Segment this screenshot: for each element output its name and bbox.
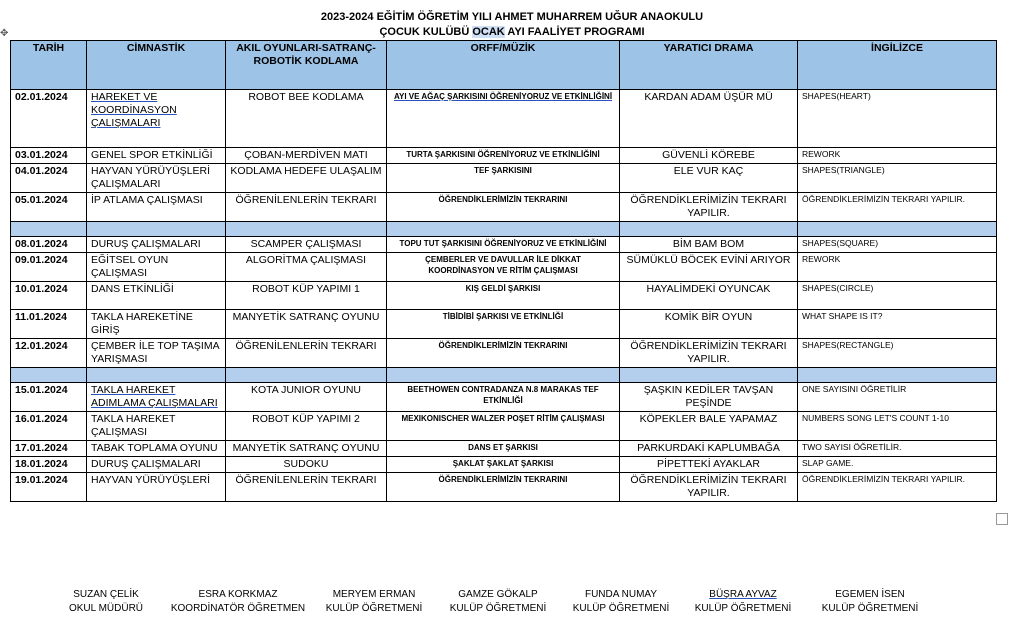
drama-cell: PİPETTEKİ AYAKLAR [620,457,798,473]
gym-cell: HAREKET VE KOORDİNASYON ÇALIŞMALARI [87,90,226,148]
music-cell: TEF ŞARKISINI [387,164,620,193]
table-row [11,282,997,310]
drama-cell: ÖĞRENDİKLERİMİZİN TEKRARI YAPILIR. [620,473,798,502]
table-row [11,90,997,148]
signature-name: GAMZE GÖKALP [458,589,538,600]
mind-cell: MANYETİK SATRANÇ OYUNU [226,441,387,457]
english-cell: ONE SAYISINI ÖĞRETİLİR [798,383,997,412]
date-cell: 16.01.2024 [11,412,87,441]
mind-cell: SCAMPER ÇALIŞMASI [226,237,387,253]
signature-name: FUNDA NUMAY [584,589,658,600]
week-separator-row [11,368,997,383]
table-row [11,412,997,441]
subtitle-month-highlight: OCAK [472,26,505,38]
music-cell: TURTA ŞARKISINI ÖĞRENİYORUZ VE ETKİNLİĞİNİ [387,148,620,164]
drama-cell: ÖĞRENDİKLERİMİZİN TEKRARI YAPILIR. [620,339,798,368]
table-move-handle-icon[interactable]: ✥ [0,28,9,39]
signature-role: KOORDİNATÖR ÖĞRETMEN [170,603,306,614]
drama-cell: KOMİK BİR OYUN [620,310,798,339]
gym-cell: DANS ETKİNLİĞİ [87,282,226,310]
gym-cell: HAYVAN YÜRÜYÜŞLERİ ÇALIŞMALARI [87,164,226,193]
english-cell: SHAPES(HEART) [798,90,997,148]
header-date: TARİH [11,41,87,90]
table-row [11,148,997,164]
date-cell: 11.01.2024 [11,310,87,339]
mind-cell: ROBOT BEE KODLAMA [226,90,387,148]
mind-cell: ROBOT KÜP YAPIMI 1 [226,282,387,310]
document-subtitle [0,25,1024,39]
drama-cell: KÖPEKLER BALE YAPAMAZ [620,412,798,441]
table-row [11,457,997,473]
separator-cell [387,368,620,383]
separator-cell [11,222,87,237]
gym-cell: DURUŞ ÇALIŞMALARI [87,457,226,473]
drama-cell: HAYALİMDEKİ OYUNCAK [620,282,798,310]
table-header-row [11,41,997,90]
table-row [11,441,997,457]
english-cell: NUMBERS SONG LET'S COUNT 1-10 [798,412,997,441]
drama-cell: ÖĞRENDİKLERİMİZİN TEKRARI YAPILIR. [620,193,798,222]
signature-role: KULÜP ÖĞRETMENİ [449,603,547,614]
signature-role: KULÜP ÖĞRETMENİ [694,603,792,614]
music-cell: AYI VE AĞAÇ ŞARKISINI ÖĞRENİYORUZ VE ETKİNLİĞİNİ [387,90,620,148]
english-cell: SLAP GAME. [798,457,997,473]
date-cell: 10.01.2024 [11,282,87,310]
music-cell: TİBİDİBİ ŞARKISI VE ETKİNLİĞİ [387,310,620,339]
separator-cell [226,368,387,383]
gym-cell: TAKLA HAREKET ÇALIŞMASI [87,412,226,441]
separator-cell [226,222,387,237]
music-cell: KIŞ GELDİ ŞARKISI [387,282,620,310]
gym-cell: TAKLA HAREKETİNE GİRİŞ [87,310,226,339]
english-cell: SHAPES(SQUARE) [798,237,997,253]
table-row [11,310,997,339]
english-cell: SHAPES(RECTANGLE) [798,339,997,368]
drama-cell: ELE VUR KAÇ [620,164,798,193]
date-cell: 02.01.2024 [11,90,87,148]
gym-cell: İP ATLAMA ÇALIŞMASI [87,193,226,222]
mind-cell: SUDOKU [226,457,387,473]
table-row [11,383,997,412]
signature-role: KULÜP ÖĞRETMENİ [325,603,423,614]
header-english: İNGİLİZCE [798,41,997,90]
separator-cell [87,368,226,383]
gym-cell: ÇEMBER İLE TOP TAŞIMA YARIŞMASI [87,339,226,368]
signature-role: KULÜP ÖĞRETMENİ [572,603,670,614]
separator-cell [387,222,620,237]
mind-cell: KOTA JUNIOR OYUNU [226,383,387,412]
drama-cell: KARDAN ADAM ÜŞÜR MÜ [620,90,798,148]
drama-cell: BİM BAM BOM [620,237,798,253]
english-cell: WHAT SHAPE IS IT? [798,310,997,339]
date-cell: 15.01.2024 [11,383,87,412]
signature-block [551,588,691,616]
activity-schedule-table [10,40,997,502]
signature-block [428,588,568,616]
separator-cell [87,222,226,237]
table-row [11,339,997,368]
date-cell: 09.01.2024 [11,253,87,282]
gym-cell: HAYVAN YÜRÜYÜŞLERİ [87,473,226,502]
table-resize-handle[interactable] [996,513,1008,525]
music-cell: MEXIKONISCHER WALZER POŞET RİTİM ÇALIŞMASI [387,412,620,441]
music-cell: ŞAKLAT ŞAKLAT ŞARKISI [387,457,620,473]
subtitle-suffix: AYI FAALİYET PROGRAMI [504,26,645,38]
drama-cell: PARKURDAKİ KAPLUMBAĞA [620,441,798,457]
separator-cell [798,222,997,237]
separator-cell [620,368,798,383]
gym-cell: EĞİTSEL OYUN ÇALIŞMASI [87,253,226,282]
english-cell: TWO SAYISI ÖĞRETİLİR. [798,441,997,457]
mind-cell: MANYETİK SATRANÇ OYUNU [226,310,387,339]
signature-name: MERYEM ERMAN [332,589,416,600]
music-cell: BEETHOWEN CONTRADANZA N.8 MARAKAS TEF ETKİNLİĞİ [387,383,620,412]
mind-cell: ÖĞRENİLENLERİN TEKRARI [226,193,387,222]
english-cell: ÖĞRENDİKLERİMİZİN TEKRARI YAPILIR. [798,193,997,222]
music-cell: ÇEMBERLER VE DAVULLAR İLE DİKKAT KOORDİNASYON VE RİTİM ÇALIŞMASI [387,253,620,282]
drama-cell: ŞAŞKIN KEDİLER TAVŞAN PEŞİNDE [620,383,798,412]
gym-cell: DURUŞ ÇALIŞMALARI [87,237,226,253]
english-cell: REWORK [798,253,997,282]
signature-block [800,588,940,616]
header-music: ORFF/MÜZİK [387,41,620,90]
table-row [11,164,997,193]
signature-name: EGEMEN İSEN [835,589,905,600]
drama-cell: GÜVENLİ KÖREBE [620,148,798,164]
signature-name: ESRA KORKMAZ [198,589,278,600]
signature-block [673,588,813,616]
english-cell: REWORK [798,148,997,164]
week-separator-row [11,222,997,237]
separator-cell [11,368,87,383]
table-row [11,253,997,282]
table-row [11,473,997,502]
date-cell: 05.01.2024 [11,193,87,222]
gym-cell: TABAK TOPLAMA OYUNU [87,441,226,457]
mind-cell: KODLAMA HEDEFE ULAŞALIM [226,164,387,193]
signature-name: BÜŞRA AYVAZ [709,589,777,600]
date-cell: 17.01.2024 [11,441,87,457]
mind-cell: ROBOT KÜP YAPIMI 2 [226,412,387,441]
mind-cell: ÖĞRENİLENLERİN TEKRARI [226,473,387,502]
signature-block [304,588,444,616]
signature-role: OKUL MÜDÜRÜ [68,603,144,614]
signature-block [168,588,308,616]
gym-cell: GENEL SPOR ETKİNLİĞİ [87,148,226,164]
date-cell: 08.01.2024 [11,237,87,253]
date-cell: 19.01.2024 [11,473,87,502]
gym-cell: TAKLA HAREKET ADIMLAMA ÇALIŞMALARI [87,383,226,412]
header-drama: YARATICI DRAMA [620,41,798,90]
date-cell: 12.01.2024 [11,339,87,368]
music-cell: DANS ET ŞARKISI [387,441,620,457]
separator-cell [798,368,997,383]
signature-role: KULÜP ÖĞRETMENİ [821,603,919,614]
subtitle-prefix: ÇOCUK KULÜBÜ [379,26,473,38]
separator-cell [620,222,798,237]
header-gymnastics: CİMNASTİK [87,41,226,90]
signature-block [36,588,176,616]
english-cell: ÖĞRENDİKLERİMİZİN TEKRARI YAPILIR. [798,473,997,502]
english-cell: SHAPES(TRIANGLE) [798,164,997,193]
drama-cell: SÜMÜKLÜ BÖCEK EVİNİ ARIYOR [620,253,798,282]
table-row [11,237,997,253]
music-cell: ÖĞRENDİKLERİMİZİN TEKRARINI [387,473,620,502]
header-mind-games: AKIL OYUNLARI-SATRANÇ-ROBOTİK KODLAMA [226,41,387,90]
music-cell: ÖĞRENDİKLERİMİZİN TEKRARINI [387,193,620,222]
table-row [11,193,997,222]
date-cell: 04.01.2024 [11,164,87,193]
document-title: 2023-2024 EĞİTİM ÖĞRETİM YILI AHMET MUHARREM UĞUR ANAOKULU [320,11,704,23]
music-cell: ÖĞRENDİKLERİMİZİN TEKRARINI [387,339,620,368]
date-cell: 18.01.2024 [11,457,87,473]
music-cell: TOPU TUT ŞARKISINI ÖĞRENİYORUZ VE ETKİNLİĞİNİ [387,237,620,253]
date-cell: 03.01.2024 [11,148,87,164]
mind-cell: ALGORİTMA ÇALIŞMASI [226,253,387,282]
signature-name: SUZAN ÇELİK [73,589,139,600]
mind-cell: ÇOBAN-MERDİVEN MATI [226,148,387,164]
english-cell: SHAPES(CIRCLE) [798,282,997,310]
mind-cell: ÖĞRENİLENLERİN TEKRARI [226,339,387,368]
